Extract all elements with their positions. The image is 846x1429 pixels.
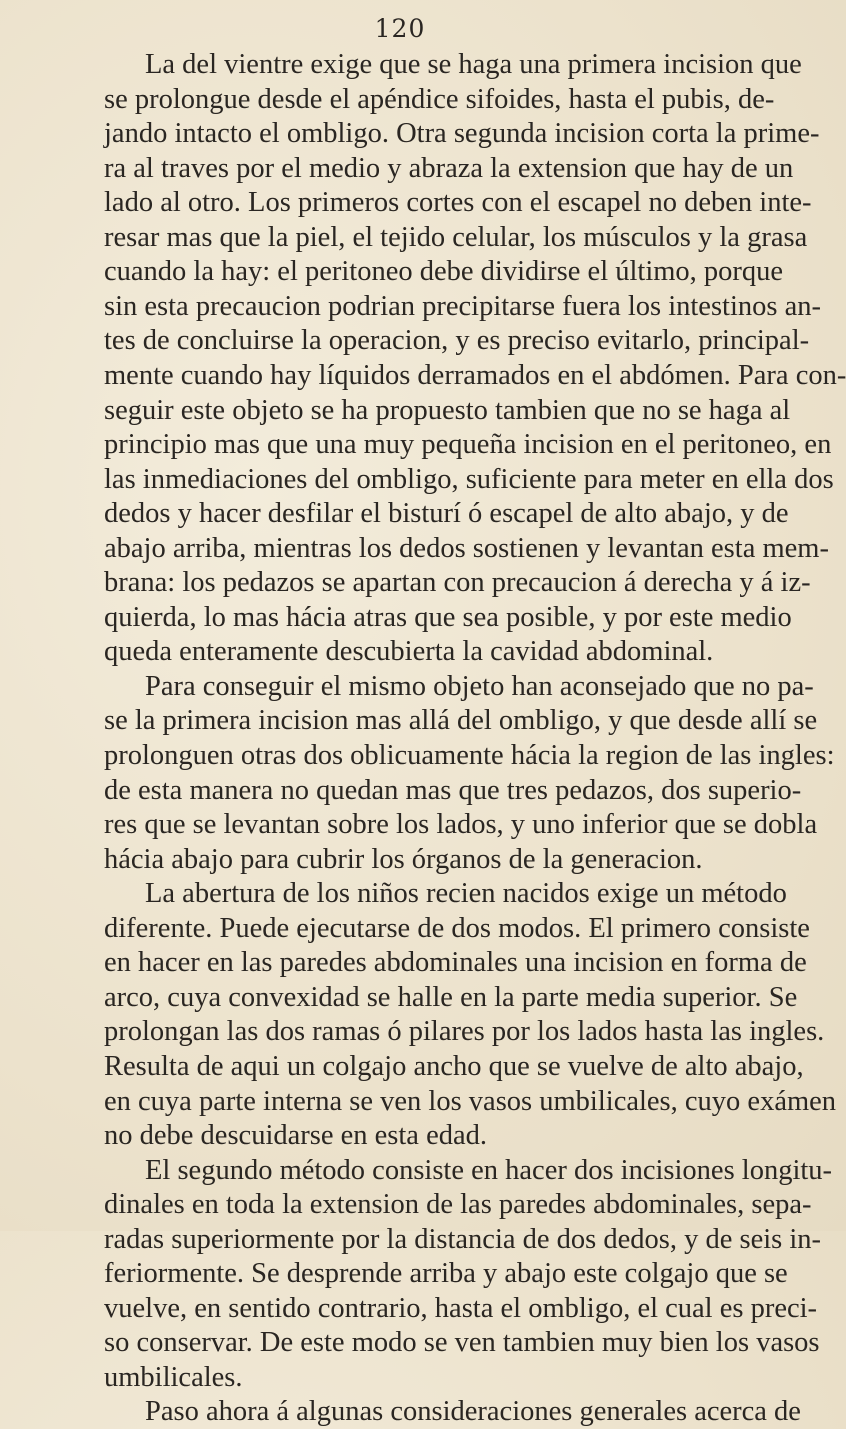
text-line: lado al otro. Los primeros cortes con el escapel no deben inte- (104, 187, 812, 219)
text-line: en hacer en las paredes abdominales una incision en forma de (104, 947, 807, 979)
text-line: queda enteramente descubierta la cavidad abdominal. (104, 636, 714, 668)
text-line: cuando la hay: el peritoneo debe dividirse el último, porque (104, 256, 784, 288)
text-line: feriormente. Se desprende arriba y abajo este colgajo que se (104, 1258, 788, 1290)
text-line: resar mas que la piel, el tejido celular, los músculos y la grasa (104, 221, 808, 253)
text-line: El segundo método consiste en hacer dos incisiones longitu- (145, 1154, 833, 1186)
text-line: se prolongue desde el apéndice sifoides, hasta el pubis, de- (104, 83, 775, 115)
text-line: prolongan las dos ramas ó pilares por los lados hasta las ingles. (104, 1016, 825, 1048)
text-line: hácia abajo para cubrir los órganos de la generacion. (104, 843, 703, 875)
text-line: brana: los pedazos se apartan con precaucion á derecha y á iz- (104, 567, 811, 599)
text-line: quierda, lo mas hácia atras que sea posible, y por este medio (104, 601, 792, 633)
text-line: se la primera incision mas allá del ombligo, y que desde allí se (104, 705, 818, 737)
text-line: abajo arriba, mientras los dedos sostienen y levantan esta mem- (104, 532, 829, 564)
text-line: umbilicales. (104, 1361, 243, 1393)
text-line: Paso ahora á algunas consideraciones generales acerca de (145, 1396, 801, 1428)
text-line: vuelve, en sentido contrario, hasta el ombligo, el cual es preci- (104, 1292, 818, 1324)
text-line: de esta manera no quedan mas que tres pedazos, dos superio- (104, 774, 802, 806)
text-line: prolonguen otras dos oblicuamente hácia la region de las ingles: (104, 740, 835, 771)
text-line: Resulta de aqui un colgajo ancho que se vuelve de alto abajo, (104, 1050, 804, 1082)
text-line: seguir este objeto se ha propuesto tambien que no se haga al (104, 394, 791, 426)
text-line: Para conseguir el mismo objeto han aconsejado que no pa- (145, 670, 814, 702)
text-line: dedos y hacer desfilar el bisturí ó escapel de alto abajo, y de (104, 498, 789, 530)
text-line: sin esta precaucion podrian precipitarse fuera los intestinos an- (104, 290, 821, 322)
text-line: principio mas que una muy pequeña incision en el peritoneo, en (104, 429, 832, 461)
page-number: 120 (374, 14, 426, 43)
text-line: ra al traves por el medio y abraza la extension que hay de un (104, 152, 794, 184)
text-line: radas superiormente por la distancia de dos dedos, y de seis in- (104, 1223, 822, 1255)
text-line: dinales en toda la extension de las paredes abdominales, sepa- (104, 1189, 812, 1221)
text-line: mente cuando hay líquidos derramados en el abdómen. Para con- (104, 359, 846, 391)
text-line: arco, cuya convexidad se halle en la parte media superior. Se (104, 981, 798, 1013)
text-line: tes de concluirse la operacion, y es preciso evitarlo, principal- (104, 325, 810, 357)
text-line: diferente. Puede ejecutarse de dos modos. El primero consiste (104, 912, 810, 944)
text-line: La del vientre exige que se haga una primera incision que (145, 49, 802, 80)
text-line: no debe descuidarse en esta edad. (104, 1120, 487, 1152)
text-line: res que se levantan sobre los lados, y uno inferior que se dobla (104, 809, 818, 841)
text-line: jando intacto el ombligo. Otra segunda incision corta la prime- (104, 118, 820, 150)
text-line: las inmediaciones del ombligo, suficiente para meter en ella dos (104, 463, 834, 495)
text-line: so conservar. De este modo se ven tambien muy bien los vasos (104, 1327, 820, 1359)
text-line: en cuya parte interna se ven los vasos umbilicales, cuyo exámen (104, 1085, 837, 1117)
text-line: La abertura de los niños recien nacidos exige un método (145, 878, 787, 910)
